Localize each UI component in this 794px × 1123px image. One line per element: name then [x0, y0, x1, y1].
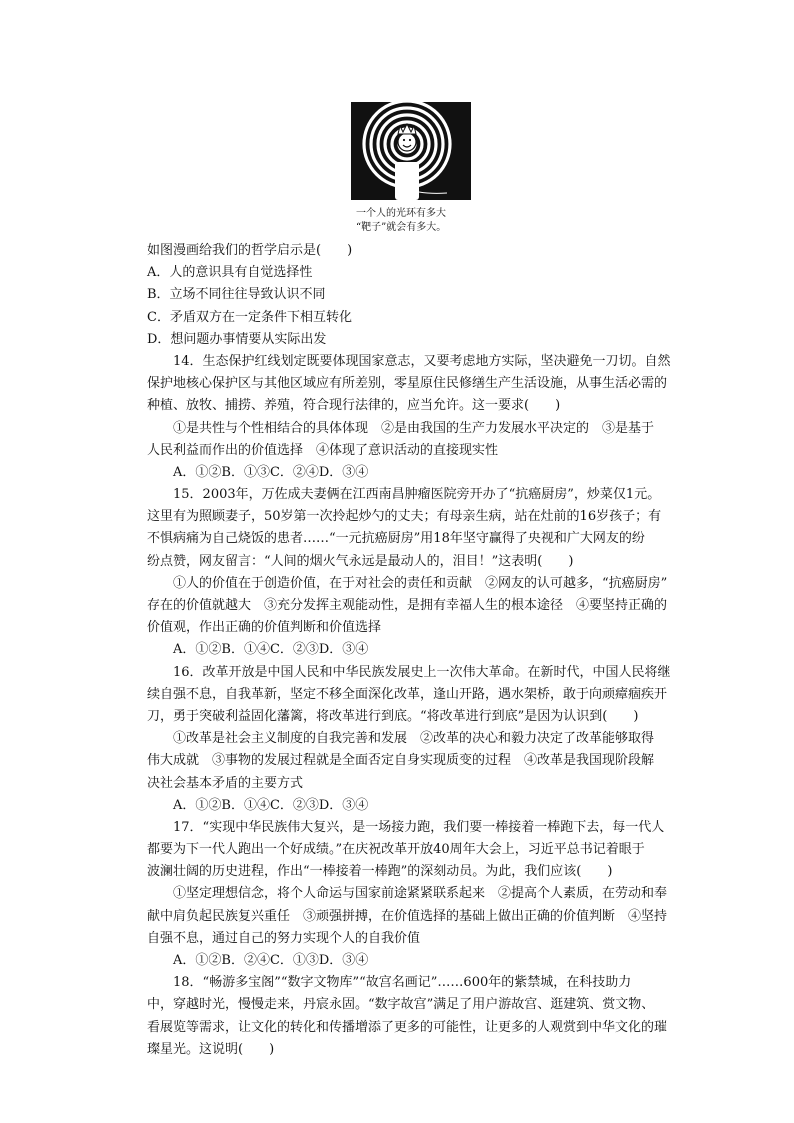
text-line: 璨星光。这说明( )	[147, 1041, 275, 1057]
cartoon-caption	[356, 207, 466, 235]
text-line: 价值观，作出正确的价值判断和价值选择	[147, 620, 382, 636]
question-text	[147, 240, 687, 1061]
caption-line-1: 一个人的光环有多大	[356, 208, 446, 219]
option-line: A．人的意识具有自觉选择性	[147, 265, 313, 281]
text-line: 中，穿越时光，慢慢走来，丹宸永固。“数字故宫”满足了用户游故宫、逛建筑、赏文物、	[147, 997, 655, 1013]
caption-line-2: “靶子”就会有多大。	[356, 222, 447, 233]
text-line: 15．2003年，万佐成夫妻俩在江西南昌肿瘤医院旁开办了“抗癌厨房”，炒菜仅1元。	[147, 487, 661, 503]
text-line: 存在的价值就越大 ③充分发挥主观能动性，是拥有幸福人生的根本途径 ④要坚持正确的	[147, 598, 668, 613]
answer-choices: A．①②B．①④C．②③D．③④	[147, 797, 369, 813]
text-line: 保护地核心保护区与其他区域应有所差别，零星原住民修缮生产生活设施，从事生活必需的	[147, 376, 668, 392]
text-line: ①是共性与个性相结合的具体体现 ②是由我国的生产力发展水平决定的 ③是基于	[147, 420, 655, 436]
answer-choices: A．①②B．①③C．②④D．③④	[147, 464, 369, 480]
text-line: ①人的价值在于创造价值，在于对社会的责任和贡献 ②网友的认可越多，“抗癌厨房”	[147, 575, 668, 591]
text-line: 人民利益而作出的价值选择 ④体现了意识活动的直接现实性	[147, 442, 499, 458]
text-line: ①坚定理想信念，将个人命运与国家前途紧紧联系起来 ②提高个人素质，在劳动和奉	[147, 886, 668, 902]
text-line: 自强不息，通过自己的努力实现个人的自我价值	[147, 930, 421, 946]
text-line: 都要为下一代人跑出一个好成绩。”在庆祝改革开放40周年大会上，习近平总书记着眼于	[147, 842, 645, 858]
text-line: 不惧病痛为自己烧饭的患者……“一元抗癌厨房”用18年坚守赢得了央视和广大网友的纷	[147, 531, 645, 547]
option-line: B．立场不同往往导致认识不同	[147, 287, 326, 303]
text-line: 16．改革开放是中国人民和中华民族发展史上一次伟大革命。在新时代，中国人民将继	[147, 664, 671, 680]
text-line: 看展览等需求，让文化的转化和传播增添了更多的可能性，让更多的人观赏到中华文化的璀	[147, 1019, 668, 1035]
text-line: 决社会基本矛盾的主要方式	[147, 775, 304, 791]
text-line: 14．生态保护红线划定既要体现国家意志，又要考虑地方实际，坚决避免一刀切。自然	[147, 353, 671, 369]
text-line: 这里有为照顾妻子，50岁第一次拎起炒勺的丈夫；有母亲生病，站在灶前的16岁孩子；有	[147, 509, 662, 525]
answer-choices: A．①②B．②④C．①③D．③④	[147, 953, 369, 968]
text-line: 18．“畅游多宝阁”“数字文物库”“故宫名画记”……600年的紫禁城，在科技助力	[147, 975, 632, 991]
text-line: 种植、放牧、捕捞、养殖，符合现行法律的，应当允许。这一要求( )	[147, 398, 561, 414]
text-line: 纷点赞，网友留言：“人间的烟火气永远是最动人的，泪目！”这表明( )	[147, 553, 574, 569]
text-line: 如图漫画给我们的哲学启示是( )	[147, 243, 353, 258]
cartoon-illustration	[351, 102, 471, 200]
text-line: 刀，勇于突破利益固化藩篱，将改革进行到底。“将改革进行到底”是因为认识到( )	[147, 708, 639, 724]
answer-choices: A．①②B．①④C．②③D．③④	[147, 642, 369, 658]
option-line: D．想问题办事情要从实际出发	[147, 331, 327, 347]
text-line: ①改革是社会主义制度的自我完善和发展 ②改革的决心和毅力决定了改革能够取得	[147, 731, 655, 747]
text-line: 续自强不息，自我革新，坚定不移全面深化改革，逢山开路，遇水架桥，敢于向顽瘴痼疾开	[147, 686, 668, 702]
option-line: C．矛盾双方在一定条件下相互转化	[147, 309, 352, 325]
text-line: 献中肩负起民族复兴重任 ③顽强拼搏，在价值选择的基础上做出正确的价值判断 ④坚持	[147, 908, 668, 924]
text-line: 伟大成就 ③事物的发展过程就是全面否定自身实现质变的过程 ④改革是我国现阶段解	[147, 753, 655, 769]
text-line: 波澜壮阔的历史进程，作出“一棒接着一棒跑”的深刻动员。为此，我们应该( )	[147, 864, 613, 880]
text-line: 17．“实现中华民族伟大复兴，是一场接力跑，我们要一棒接着一棒跑下去，每一代人	[147, 819, 665, 835]
